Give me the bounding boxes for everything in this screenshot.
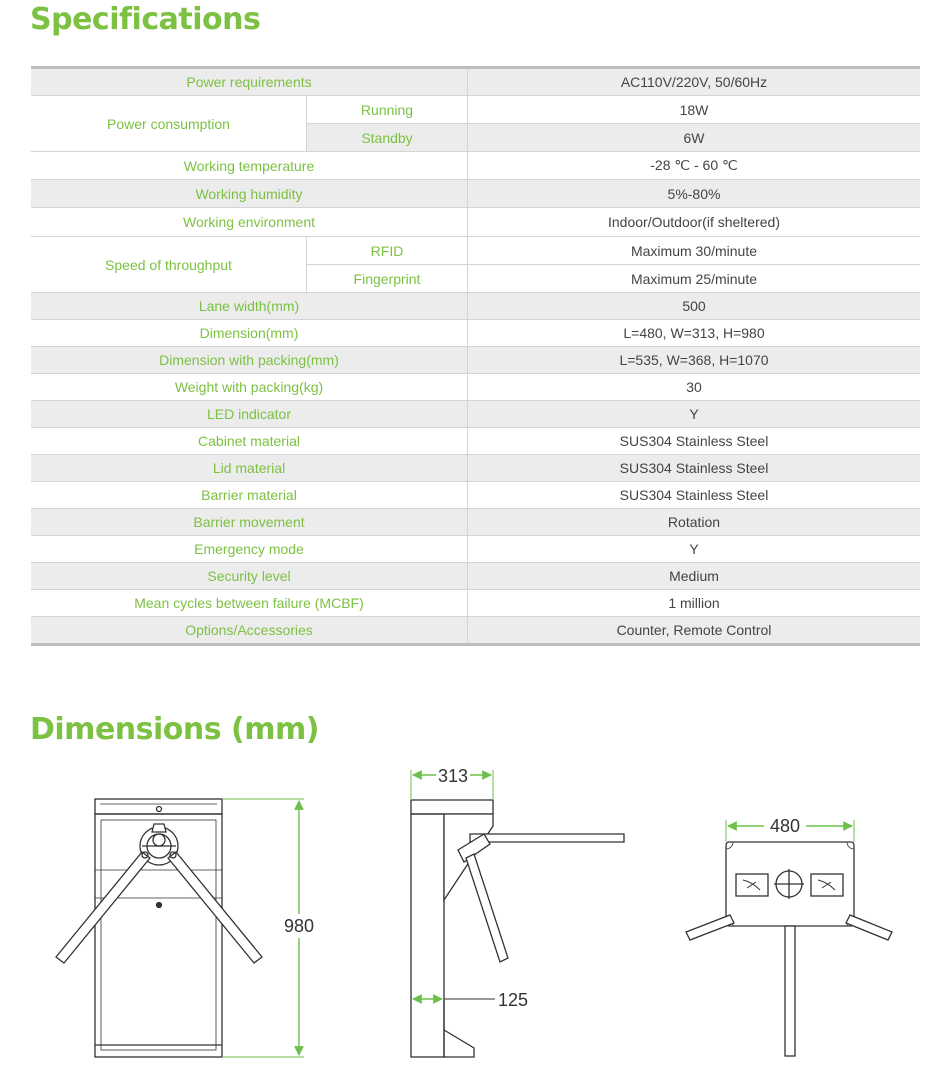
- spec-value: SUS304 Stainless Steel: [468, 455, 921, 482]
- spec-sublabel: Running: [307, 96, 468, 124]
- spec-value: Y: [468, 401, 921, 428]
- side-base-dimension: [413, 990, 528, 1010]
- spec-label: Options/Accessories: [31, 617, 468, 645]
- spec-label: Weight with packing(kg): [31, 374, 468, 401]
- spec-value: Counter, Remote Control: [468, 617, 921, 645]
- side-width-dimension: [411, 765, 493, 800]
- specifications-title: Specifications: [30, 2, 261, 37]
- spec-label: Emergency mode: [31, 536, 468, 563]
- spec-label: Lane width(mm): [31, 293, 468, 320]
- spec-value: AC110V/220V, 50/60Hz: [468, 68, 921, 96]
- spec-value: -28 ℃ - 60 ℃: [468, 152, 921, 180]
- spec-sublabel: Standby: [307, 124, 468, 152]
- spec-value: 30: [468, 374, 921, 401]
- spec-label: Security level: [31, 563, 468, 590]
- spec-label: Barrier movement: [31, 509, 468, 536]
- spec-value: 500: [468, 293, 921, 320]
- spec-value: Rotation: [468, 509, 921, 536]
- top-length-dimension: [726, 815, 854, 842]
- side-view-drawing: [411, 800, 624, 1057]
- spec-sublabel: RFID: [307, 237, 468, 265]
- length-label: 480: [769, 816, 801, 836]
- spec-value: 5%-80%: [468, 180, 921, 208]
- spec-value: Maximum 25/minute: [468, 265, 921, 293]
- spec-value: Medium: [468, 563, 921, 590]
- spec-label: Mean cycles between failure (MCBF): [31, 590, 468, 617]
- base-label: 125: [498, 990, 529, 1010]
- spec-label: Power requirements: [31, 68, 468, 96]
- spec-label: Power consumption: [31, 96, 307, 152]
- width-label: 313: [437, 766, 469, 786]
- spec-label: Working humidity: [31, 180, 468, 208]
- spec-value: SUS304 Stainless Steel: [468, 428, 921, 455]
- spec-value: Maximum 30/minute: [468, 237, 921, 265]
- front-view-drawing: [56, 799, 262, 1057]
- spec-value: 1 million: [468, 590, 921, 617]
- spec-label: Dimension(mm): [31, 320, 468, 347]
- height-label: 980: [283, 916, 315, 936]
- spec-label: Speed of throughput: [31, 237, 307, 293]
- spec-label: Dimension with packing(mm): [31, 347, 468, 374]
- top-view-drawing: [686, 842, 892, 1056]
- spec-sublabel: Fingerprint: [307, 265, 468, 293]
- spec-label: Lid material: [31, 455, 468, 482]
- spec-value: 6W: [468, 124, 921, 152]
- spec-value: SUS304 Stainless Steel: [468, 482, 921, 509]
- dimensions-title: Dimensions (mm): [30, 712, 319, 747]
- spec-label: Cabinet material: [31, 428, 468, 455]
- spec-label: Barrier material: [31, 482, 468, 509]
- spec-label: Working temperature: [31, 152, 468, 180]
- spec-value: Y: [468, 536, 921, 563]
- spec-value: 18W: [468, 96, 921, 124]
- spec-label: LED indicator: [31, 401, 468, 428]
- spec-value: Indoor/Outdoor(if sheltered): [468, 208, 921, 237]
- spec-label: Working environment: [31, 208, 468, 237]
- spec-value: L=480, W=313, H=980: [468, 320, 921, 347]
- spec-value: L=535, W=368, H=1070: [468, 347, 921, 374]
